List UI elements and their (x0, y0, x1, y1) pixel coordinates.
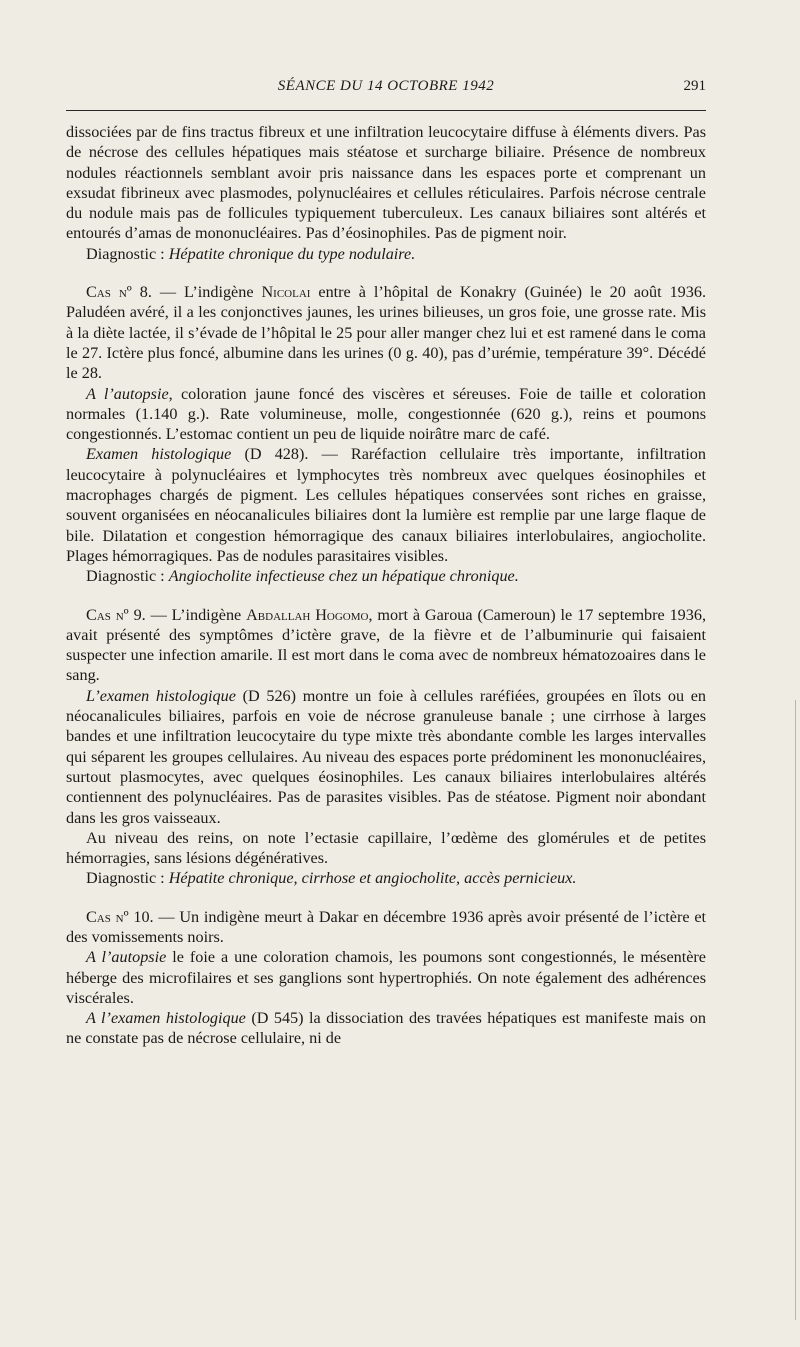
case-8-intro-text: entre à l’hôpital de Konakry (Guinée) le 20 août 1936. Paludéen avéré, il a les conjonctives jaunes, les urines bilieuses, un gros foie, une grosse rate. Mis à la diète lactée, il s’évade de l’hôpital le 25 pour aller manger chez lui et est ramené dans le coma le 27. Ictère plus foncé, albumine dans les urines (0 g. 40), pas d’urémie, température 39°. Décédé le 28. (66, 283, 706, 383)
page-header (66, 78, 706, 106)
case-10-autopsy (66, 947, 706, 1008)
case-9-diagnostic (66, 868, 706, 888)
case-8-histology-label: Examen histologique (86, 445, 232, 464)
page-edge-shadow (795, 700, 796, 1320)
case-10-histology-label: A l’examen histologique (86, 1009, 246, 1028)
case-8-diagnostic-value: Angiocholite infectieuse chez un hépatique chronique. (168, 567, 519, 586)
case-8-autopsy (66, 384, 706, 445)
case-10-histology (66, 1008, 706, 1049)
case-9-label: Cas nº 9. (86, 605, 146, 624)
case-9-sep: — L’indigène (145, 605, 247, 624)
case-8-label: Cas nº 8. (86, 283, 152, 302)
case-9-kidneys: Au niveau des reins, on note l’ectasie capillaire, l’œdème des glomérules et de petites hémorragies, sans lésions dégénératives. (66, 828, 706, 868)
case-9-histology-label: L’examen histologique (86, 686, 236, 705)
case-9-intro (66, 605, 706, 686)
case-8-sep: — L’indigène (151, 283, 262, 302)
case-10-intro (66, 907, 706, 948)
case-8-patient-name: Nicolai (261, 283, 311, 302)
case-9-histology (66, 686, 706, 828)
case-10-intro-text: — Un indigène meurt à Dakar en décembre 1936 après avoir présenté de l’ictère et des vomissements noirs. (66, 907, 706, 946)
page-number: 291 (683, 78, 706, 94)
diagnostic-line (66, 244, 706, 264)
case-8-autopsy-text: , coloration jaune foncé des viscères et séreuses. Foie de taille et coloration normales (1.140 g.). Rate volumineuse, molle, congestionnée (620 g.), reins et poumons congestionnés. L’estomac contient un peu de liquide noirâtre marc de café. (66, 384, 706, 444)
paragraph-continued: dissociées par de fins tractus fibreux et une infiltration leucocytaire diffuse à éléments divers. Pas de nécrose des cellules hépatiques mais stéatose et surcharge biliaire. Présence de nombreux nodules réactionnels semblant avoir pris naissance dans les espaces porte et comprenant un exsudat fibrineux avec plasmodes, polynucléaires et cellules réticulaires. Parfois nécrose centrale du nodule mais pas de follicules typiquement tuberculeux. Les canaux biliaires sont altérés et entourés d’amas de mononucléaires. Pas d’éosinophiles. Pas de pigment noir. (66, 123, 706, 243)
case-9-histology-text: (D 526) montre un foie à cellules raréfiées, groupées en îlots ou en néocanalicules biliaires, parfois en voie de nécrose granuleuse banale ; une cirrhose à larges bandes et une infiltration leucocytaire du type mixte très abondante comble les larges intervalles qui séparent les groupes cellulaires. Au niveau des espaces porte prédominent les mononucléaires, surtout plasmocytes, avec quelques éosinophiles. Les canaux biliaires interlobulaires altérés contiennent des polynucléaires. Pas de parasites visibles. Pas de stéatose. Pigment noir abondant dans les gros vaisseaux. (66, 686, 707, 827)
case-8-intro (66, 282, 706, 383)
running-head: SÉANCE DU 14 OCTOBRE 1942 (277, 78, 495, 94)
case-10-histology-text: (D 545) la dissociation des travées hépatiques est manifeste mais on ne constate pas de nécrose cellulaire, ni de (66, 1009, 706, 1048)
case-8-autopsy-label: A l’autopsie (86, 384, 169, 403)
case-10-autopsy-label: A l’autopsie (86, 948, 167, 967)
case-10-label: Cas nº 10. (86, 907, 154, 926)
diagnostic-label: Diagnostic : (86, 244, 169, 263)
header-rule (66, 110, 706, 111)
case-9-diagnostic-value: Hépatite chronique, cirrhose et angiocholite, accès pernicieux. (168, 869, 577, 888)
case-9-patient-name: Abdallah Hogomo (246, 605, 369, 624)
case-8-diagnostic (66, 566, 706, 586)
case-9-intro-text: , mort à Garoua (Cameroun) le 17 septembre 1936, avait présenté des symptômes d’ictère grave, de la fièvre et de l’albuminurie qui faisaient suspecter une infection amarile. Il est mort dans le coma avec de nombreux hématozoaires dans le sang. (66, 605, 707, 685)
case-8-histology-text: (D 428). — Raréfaction cellulaire très importante, infiltration leucocytaire à polynucléaires et lymphocytes très nombreux avec quelques éosinophiles et macrophages chargés de pigment. Les cellules hépatiques conservées sont riches en graisse, souvent organisées en néocanalicules biliaires dont la lumière est remplie par une large flaque de bile. Dilatation et congestion hémorragique des canaux biliaires interlobulaires, angiocholite. Plages hémorragiques. Pas de nodules parasitaires visibles. (66, 445, 706, 565)
case-8-histology (66, 444, 706, 566)
diagnostic-value: Hépatite chronique du type nodulaire. (168, 244, 416, 263)
case-9-diagnostic-label: Diagnostic : (86, 869, 169, 888)
article-body (66, 122, 706, 1049)
case-8-diagnostic-label: Diagnostic : (86, 567, 169, 586)
case-10-autopsy-text: le foie a une coloration chamois, les poumons sont congestionnés, le mésentère héberge des microfilaires et ses ganglions sont hypertrophiés. On note également des adhérences viscérales. (66, 948, 706, 1007)
